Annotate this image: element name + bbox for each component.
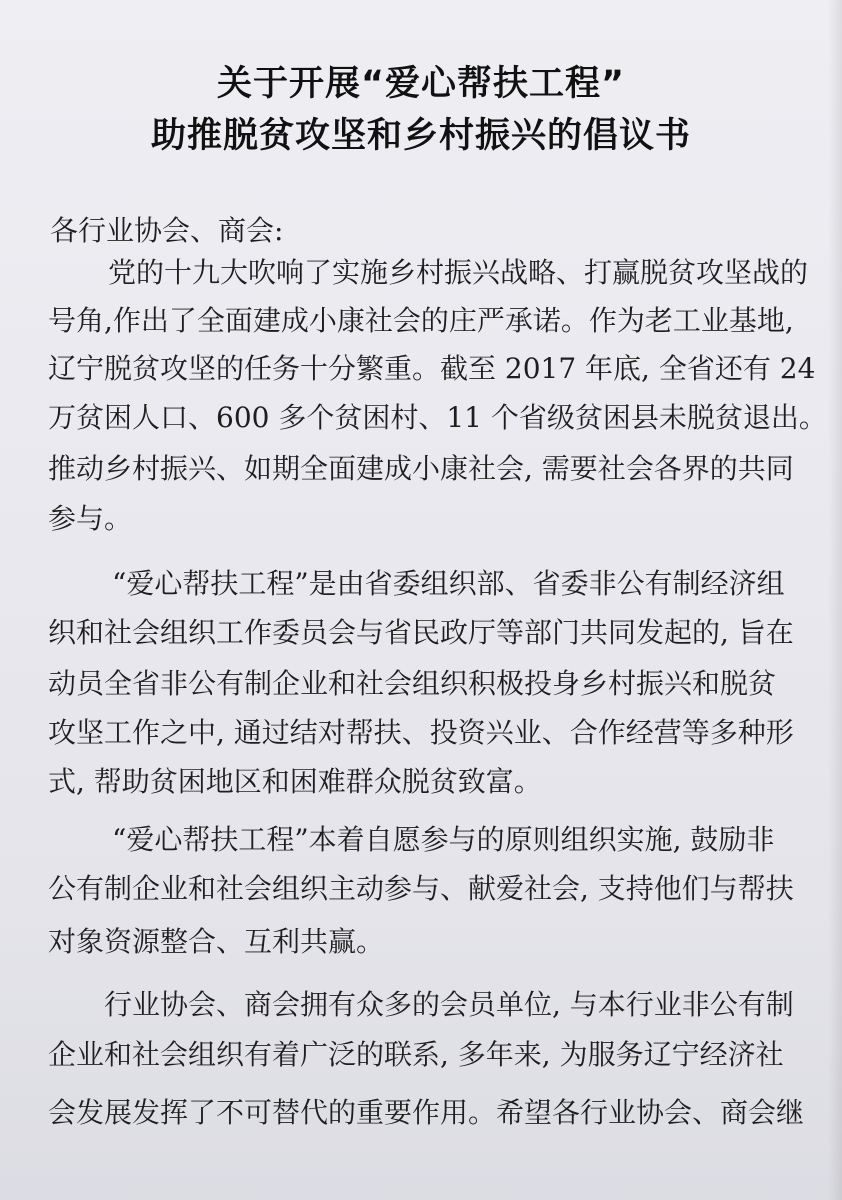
paragraph-1-line-5: 推动乡村振兴、如期全面建成小康社会, 需要社会各界的共同 [48,452,794,485]
paragraph-3-line-3: 对象资源整合、互利共赢。 [48,925,385,958]
document-title-line-2: 助推脱贫攻坚和乡村振兴的倡议书 [150,116,691,156]
paragraph-2-line-4: 攻坚工作之中, 通过结对帮扶、投资兴业、合作经营等多种形 [48,716,794,749]
paragraph-2-line-2: 织和社会组织工作委员会与省民政厅等部门共同发起的, 旨在 [48,616,794,649]
paragraph-2-line-1: “爱心帮扶工程”是由省委组织部、省委非公有制经济组 [112,567,785,600]
paragraph-3-line-1: “爱心帮扶工程”本着自愿参与的原则组织实施, 鼓励非 [112,823,775,856]
page-edge-shadow [828,0,842,1200]
document-title-line-1: 关于开展“爱心帮扶工程” [216,64,625,104]
paragraph-4-line-1: 行业协会、商会拥有众多的会员单位, 与本行业非公有制 [104,988,794,1021]
paragraph-4-line-3: 会发展发挥了不可替代的重要作用。希望各行业协会、商会继 [48,1096,805,1129]
paragraph-1-line-1: 党的十九大吹响了实施乡村振兴战略、打赢脱贫攻坚战的 [108,256,809,289]
paragraph-2-line-5: 式, 帮助贫困地区和困难群众脱贫致富。 [48,765,542,798]
paragraph-4-line-2: 企业和社会组织有着广泛的联系, 多年来, 为服务辽宁经济社 [48,1038,784,1071]
paragraph-3-line-2: 公有制企业和社会组织主动参与、献爱社会, 支持他们与帮扶 [48,872,794,905]
paragraph-1-line-6: 参与。 [48,502,133,535]
paragraph-1-line-3: 辽宁脱贫攻坚的任务十分繁重。截至 2017 年底, 全省还有 24 [48,352,816,385]
paragraph-1-line-2: 号角,作出了全面建成小康社会的庄严承诺。作为老工业基地, [48,304,794,337]
paragraph-1-line-4: 万贫困人口、600 多个贫困村、11 个省级贫困县未脱贫退出。 [48,401,827,434]
paragraph-2-line-3: 动员全省非公有制企业和社会组织积极投身乡村振兴和脱贫 [48,667,777,700]
salutation: 各行业协会、商会: [50,214,284,247]
